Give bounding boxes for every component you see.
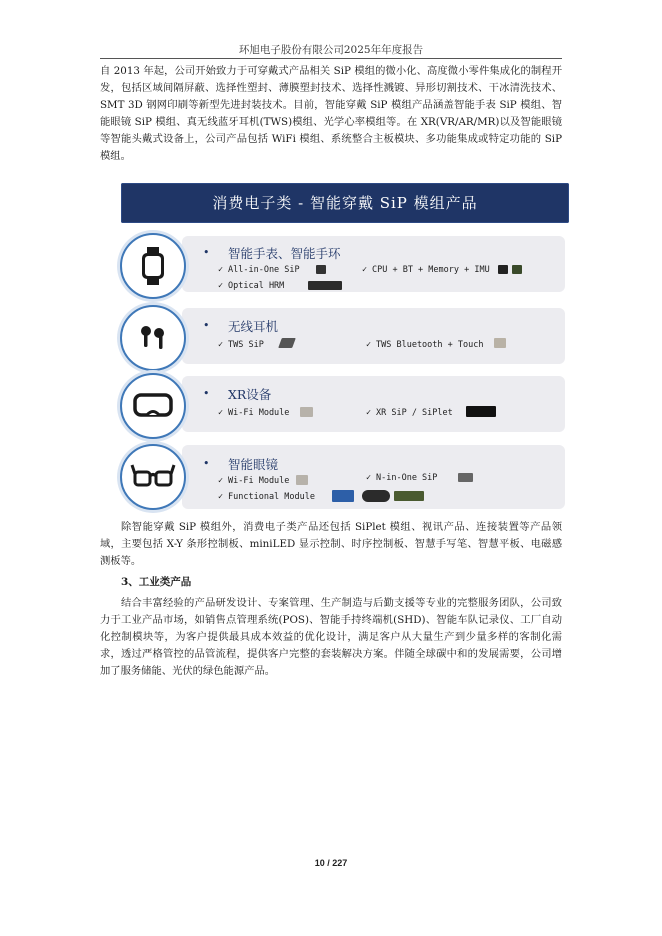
check-icon: ✓: [366, 473, 372, 483]
header-divider: [100, 58, 562, 59]
category-row-smart-glasses: [120, 442, 570, 512]
check-icon: ✓: [218, 281, 224, 291]
category-title: XR设备: [228, 387, 272, 402]
page-number: 10 / 227: [314, 858, 348, 868]
category-row-xr: [120, 373, 570, 439]
product-item: CPU + BT + Memory + IMU: [372, 265, 490, 275]
category-bullet: •: [203, 319, 210, 332]
product-thumbnail: [332, 490, 354, 502]
product-item: Wi-Fi Module: [228, 476, 290, 486]
product-thumbnail: [316, 265, 326, 274]
product-thumbnail: [394, 491, 424, 501]
product-item: Functional Module: [228, 492, 315, 502]
product-item: Optical HRM: [228, 281, 285, 291]
check-icon: ✓: [366, 408, 372, 418]
body-paragraph: 除智能穿戴 SiP 模组外，消费电子类产品还包括 SiPlet 模组、视讯产品、连接装置等产品领域，主要包括 X-Y 条形控制板、miniLED 显示控制、时序控制板、智慧手写笔、智慧平板、电磁感测板等。: [100, 521, 562, 567]
check-icon: ✓: [218, 408, 224, 418]
product-thumbnail: [512, 265, 522, 274]
check-icon: ✓: [366, 340, 372, 350]
product-thumbnail: [494, 338, 506, 348]
earbuds-icon: [120, 305, 186, 371]
product-thumbnail: [308, 281, 342, 290]
category-bullet: •: [203, 387, 210, 400]
check-icon: ✓: [218, 340, 224, 350]
product-thumbnail: [466, 406, 496, 417]
section-heading: 3、工业类产品: [121, 576, 192, 588]
report-header: 环旭电子股份有限公司2025年年度报告: [238, 44, 424, 56]
product-thumbnail: [498, 265, 508, 274]
product-item: Wi-Fi Module: [228, 408, 290, 418]
category-row-smartwatch: [120, 233, 570, 299]
category-title: 智能眼镜: [228, 457, 279, 472]
check-icon: ✓: [218, 476, 224, 486]
product-item: N-in-One SiP: [376, 473, 438, 483]
check-icon: ✓: [362, 265, 368, 275]
product-item: TWS Bluetooth + Touch: [376, 340, 484, 350]
category-row-earbuds: [120, 305, 570, 371]
product-thumbnail: [362, 490, 390, 502]
category-title: 智能手表、智能手环: [228, 246, 341, 261]
product-item: All-in-One SiP: [228, 265, 300, 275]
product-item: TWS SiP: [228, 340, 264, 350]
product-thumbnail: [300, 407, 313, 417]
vr-headset-icon: [120, 373, 186, 439]
smartwatch-icon: [120, 233, 186, 299]
category-title: 无线耳机: [228, 319, 279, 334]
category-bullet: •: [203, 457, 210, 470]
product-thumbnail: [296, 475, 308, 485]
product-thumbnail: [458, 473, 473, 482]
category-bullet: •: [203, 246, 210, 259]
intro-paragraph: 自 2013 年起，公司开始致力于可穿戴式产品相关 SiP 模组的微小化、高度微小零件集成化的制程开发，包括区域间隔屏蔽、选择性塑封、薄膜塑封技术、选择性溅镀、异形切割技术、干冰清洗技术、SMT 3D 钢网印刷等新型先进封装技术。目前，智能穿戴 SiP 模组产品涵盖智能手表 SiP 模组、智能眼镜 SiP 模组、真无线蓝牙耳机(TWS)模组、光学心率模组等。在 XR(VR/AR/MR)以及智能眼镜等智能头戴式设备上，公司产品包括 WiFi 模组、系统整合主板模块、多功能集成或特定功能的 SiP 模组。: [100, 65, 562, 162]
check-icon: ✓: [218, 492, 224, 502]
body-paragraph: 结合丰富经验的产品研发设计、专案管理、生产制造与后勤支援等专业的完整服务团队，公司致力于工业产品市场，如销售点管理系统(POS)、智能手持终端机(SHD)、智能车队记录仪、工厂自动化控制模块等，为客户提供最具成本效益的优化设计，满足客户从大量生产到少量多样的客制化需求，透过严格管控的品管流程，提供客户完整的套装解决方案。伴随全球碳中和的发展需要，公司增加了服务储能、光伏的绿色能源产品。: [100, 597, 562, 677]
figure-banner-title: 消费电子类 - 智能穿戴 SiP 模组产品: [121, 183, 569, 223]
product-item: XR SiP / SiPlet: [376, 408, 453, 418]
smart-glasses-icon: [120, 444, 186, 510]
check-icon: ✓: [218, 265, 224, 275]
